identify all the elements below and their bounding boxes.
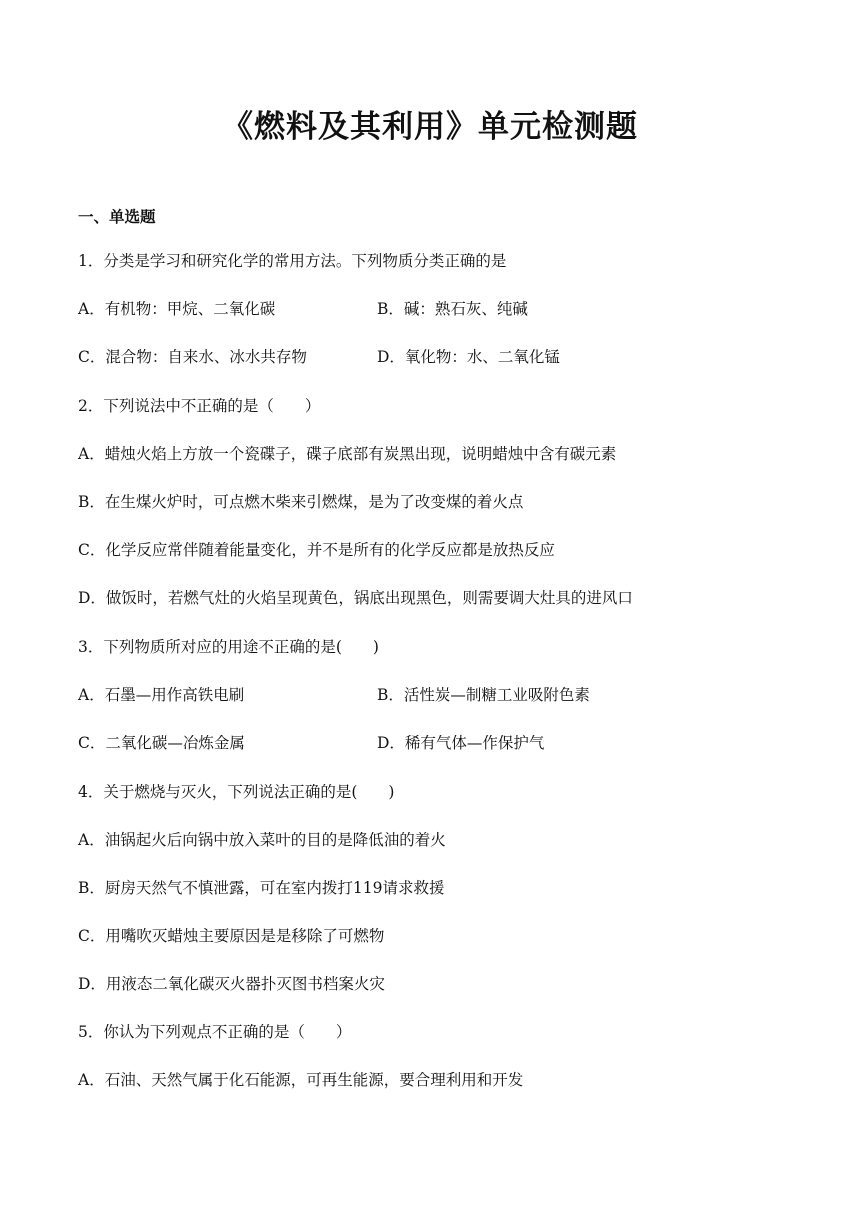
question-5-stem: 5．你认为下列观点不正确的是（ ） <box>78 1023 352 1041</box>
question-2-stem: 2．下列说法中不正确的是（ ） <box>78 397 321 415</box>
question-4-option-a: A．油锅起火后向锅中放入菜叶的目的是降低油的着火 <box>78 831 446 849</box>
question-3-option-d: D．稀有气体—作保护气 <box>377 734 545 752</box>
question-1-option-c: C．混合物：自来水、冰水共存物 <box>78 348 307 366</box>
question-4-stem: 4．关于燃烧与灭火，下列说法正确的是( ) <box>78 783 395 801</box>
question-4-option-b: B．厨房天然气不慎泄露，可在室内拨打119请求救援 <box>78 879 445 897</box>
question-1-option-a: A．有机物：甲烷、二氧化碳 <box>78 300 276 318</box>
question-5-option-a: A．石油、天然气属于化石能源，可再生能源，要合理利用和开发 <box>78 1071 524 1089</box>
question-4-option-c: C．用嘴吹灭蜡烛主要原因是是移除了可燃物 <box>78 927 385 945</box>
question-1-stem: 1．分类是学习和研究化学的常用方法。下列物质分类正确的是 <box>78 252 507 270</box>
question-1-options-row-2 <box>78 346 778 368</box>
question-4-option-d: D．用液态二氧化碳灭火器扑灭图书档案火灾 <box>78 975 385 993</box>
question-2-option-b: B．在生煤火炉时，可点燃木柴来引燃煤，是为了改变煤的着火点 <box>78 493 524 511</box>
question-1-option-d: D．氧化物：水、二氧化锰 <box>377 348 560 366</box>
question-3-option-c: C．二氧化碳—冶炼金属 <box>78 734 245 752</box>
question-2-option-c: C．化学反应常伴随着能量变化，并不是所有的化学反应都是放热反应 <box>78 541 555 559</box>
question-3-option-a: A．石墨—用作高铁电刷 <box>78 686 245 704</box>
question-3-stem: 3．下列物质所对应的用途不正确的是( ) <box>78 638 379 656</box>
question-2-option-a: A．蜡烛火焰上方放一个瓷碟子，碟子底部有炭黑出现，说明蜡烛中含有碳元素 <box>78 445 617 463</box>
question-1-option-b: B．碱：熟石灰、纯碱 <box>377 300 528 318</box>
question-1-options-row-1 <box>78 298 778 320</box>
question-3-options-row-2 <box>78 732 778 754</box>
question-3-options-row-1 <box>78 684 778 706</box>
document-title: 《燃料及其利用》单元检测题 <box>222 109 638 145</box>
question-3-option-b: B．活性炭—制糖工业吸附色素 <box>377 686 590 704</box>
section-heading: 一、单选题 <box>78 208 156 226</box>
question-2-option-d: D．做饭时，若燃气灶的火焰呈现黄色，锅底出现黑色，则需要调大灶具的进风口 <box>78 589 633 607</box>
